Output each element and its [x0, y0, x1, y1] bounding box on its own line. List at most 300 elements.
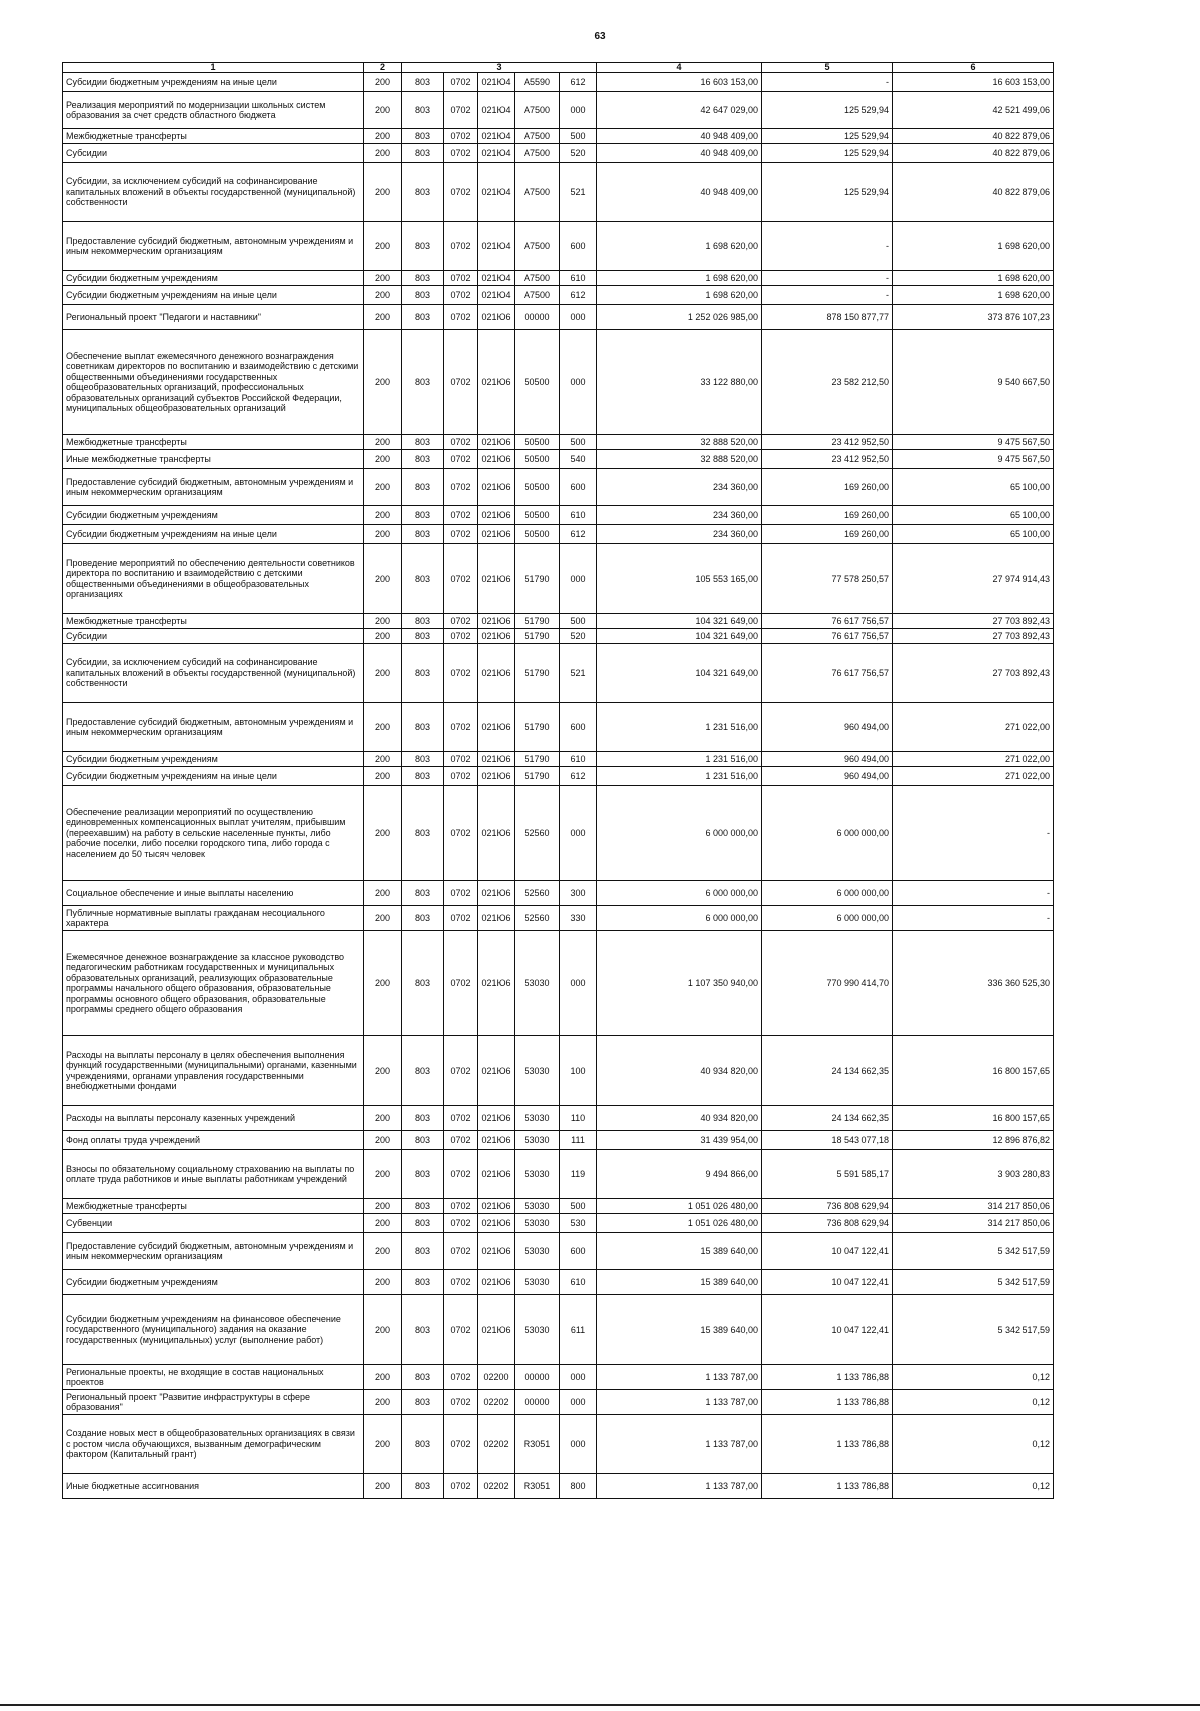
code-admin: 200	[364, 1036, 402, 1106]
code-section: 0702	[444, 786, 478, 881]
code-direction: 00000	[515, 305, 560, 330]
code-admin: 200	[364, 1365, 402, 1390]
table-row	[63, 629, 1054, 644]
code-admin: 200	[364, 305, 402, 330]
code-section: 0702	[444, 1233, 478, 1270]
amount-executed: 960 494,00	[762, 767, 893, 786]
amount-approved: 104 321 649,00	[597, 644, 762, 703]
amount-approved: 40 948 409,00	[597, 163, 762, 222]
amount-approved: 40 948 409,00	[597, 129, 762, 144]
code-admin: 200	[364, 525, 402, 544]
code-direction: 51790	[515, 629, 560, 644]
column-header: 6	[893, 63, 1054, 73]
code-direction: 52560	[515, 906, 560, 931]
table-row	[63, 1106, 1054, 1131]
code-expense-type: 000	[560, 1390, 597, 1415]
code-direction: 53030	[515, 1106, 560, 1131]
row-name: Субсидии бюджетным учреждениям на финансовое обеспечение государственного (муниципального) задания на оказание государственных (муниципальных) услуг (выполнение работ)	[63, 1295, 364, 1365]
row-name: Обеспечение выплат ежемесячного денежного вознаграждения советникам директоров по воспитанию и взаимодействию с детскими общественными объединениями государственных общеобразовательных организаций, профессиональных образовательных организаций субъектов Российской Федерации, муниципальных общеобразовательных организаций	[63, 330, 364, 435]
code-program: 021Ю4	[478, 271, 515, 286]
code-section: 0702	[444, 1474, 478, 1499]
table-row	[63, 144, 1054, 163]
code-department: 803	[402, 1474, 444, 1499]
code-program: 021Ю6	[478, 644, 515, 703]
table-row	[63, 330, 1054, 435]
amount-approved: 1 698 620,00	[597, 286, 762, 305]
amount-remaining: 1 698 620,00	[893, 222, 1054, 271]
code-direction: А7500	[515, 163, 560, 222]
code-direction: 53030	[515, 1036, 560, 1106]
amount-approved: 234 360,00	[597, 469, 762, 506]
code-department: 803	[402, 881, 444, 906]
amount-executed: -	[762, 222, 893, 271]
amount-approved: 32 888 520,00	[597, 450, 762, 469]
code-section: 0702	[444, 73, 478, 92]
amount-approved: 1 133 787,00	[597, 1365, 762, 1390]
row-name: Межбюджетные трансферты	[63, 435, 364, 450]
code-admin: 200	[364, 469, 402, 506]
amount-remaining: 271 022,00	[893, 752, 1054, 767]
code-direction: 00000	[515, 1390, 560, 1415]
table-row	[63, 544, 1054, 614]
code-section: 0702	[444, 1131, 478, 1150]
row-name: Субвенции	[63, 1214, 364, 1233]
amount-executed: 878 150 877,77	[762, 305, 893, 330]
table-row	[63, 129, 1054, 144]
row-name: Субсидии бюджетным учреждениям	[63, 752, 364, 767]
code-expense-type: 330	[560, 906, 597, 931]
code-admin: 200	[364, 163, 402, 222]
table-row	[63, 222, 1054, 271]
amount-remaining: 5 342 517,59	[893, 1270, 1054, 1295]
code-department: 803	[402, 752, 444, 767]
code-direction: 50500	[515, 435, 560, 450]
code-direction: 51790	[515, 614, 560, 629]
amount-remaining: 40 822 879,06	[893, 129, 1054, 144]
code-expense-type: 600	[560, 1233, 597, 1270]
amount-executed: 23 412 952,50	[762, 450, 893, 469]
code-department: 803	[402, 435, 444, 450]
code-section: 0702	[444, 1365, 478, 1390]
budget-table	[62, 62, 1054, 1499]
amount-executed: 125 529,94	[762, 92, 893, 129]
code-direction: 51790	[515, 703, 560, 752]
code-admin: 200	[364, 629, 402, 644]
amount-approved: 105 553 165,00	[597, 544, 762, 614]
code-section: 0702	[444, 752, 478, 767]
code-admin: 200	[364, 1415, 402, 1474]
code-expense-type: 100	[560, 1036, 597, 1106]
code-admin: 200	[364, 644, 402, 703]
amount-remaining: 1 698 620,00	[893, 286, 1054, 305]
code-direction: 53030	[515, 1214, 560, 1233]
amount-approved: 1 133 787,00	[597, 1474, 762, 1499]
amount-approved: 16 603 153,00	[597, 73, 762, 92]
code-department: 803	[402, 786, 444, 881]
code-direction: 51790	[515, 644, 560, 703]
table-row	[63, 286, 1054, 305]
amount-remaining: 27 974 914,43	[893, 544, 1054, 614]
code-admin: 200	[364, 703, 402, 752]
code-expense-type: 520	[560, 144, 597, 163]
column-header: 3	[402, 63, 597, 73]
amount-approved: 33 122 880,00	[597, 330, 762, 435]
code-direction: 52560	[515, 881, 560, 906]
row-name: Иные межбюджетные трансферты	[63, 450, 364, 469]
code-section: 0702	[444, 1214, 478, 1233]
amount-remaining: 0,12	[893, 1415, 1054, 1474]
code-program: 021Ю6	[478, 881, 515, 906]
code-direction: 50500	[515, 330, 560, 435]
code-expense-type: 000	[560, 92, 597, 129]
code-department: 803	[402, 1199, 444, 1214]
code-department: 803	[402, 644, 444, 703]
code-program: 021Ю6	[478, 1106, 515, 1131]
code-section: 0702	[444, 525, 478, 544]
table-row	[63, 525, 1054, 544]
code-section: 0702	[444, 271, 478, 286]
amount-approved: 1 231 516,00	[597, 703, 762, 752]
amount-executed: 1 133 786,88	[762, 1365, 893, 1390]
amount-executed: 6 000 000,00	[762, 881, 893, 906]
amount-remaining: 5 342 517,59	[893, 1295, 1054, 1365]
code-admin: 200	[364, 752, 402, 767]
code-program: 021Ю4	[478, 92, 515, 129]
row-name: Региональные проекты, не входящие в состав национальных проектов	[63, 1365, 364, 1390]
amount-remaining: 0,12	[893, 1365, 1054, 1390]
table-row	[63, 163, 1054, 222]
code-expense-type: 611	[560, 1295, 597, 1365]
code-direction: 52560	[515, 786, 560, 881]
row-name: Расходы на выплаты персоналу в целях обеспечения выполнения функций государственными (муниципальными) органами, казенными учреждениями, органами управления государственными внебюджетными фондами	[63, 1036, 364, 1106]
amount-remaining: 1 698 620,00	[893, 271, 1054, 286]
amount-remaining: 9 475 567,50	[893, 450, 1054, 469]
code-expense-type: 610	[560, 752, 597, 767]
table-row	[63, 752, 1054, 767]
code-section: 0702	[444, 1106, 478, 1131]
row-name: Межбюджетные трансферты	[63, 129, 364, 144]
code-expense-type: 000	[560, 544, 597, 614]
code-expense-type: 000	[560, 330, 597, 435]
table-row	[63, 786, 1054, 881]
amount-approved: 31 439 954,00	[597, 1131, 762, 1150]
code-section: 0702	[444, 305, 478, 330]
code-section: 0702	[444, 330, 478, 435]
amount-approved: 40 948 409,00	[597, 144, 762, 163]
code-program: 021Ю6	[478, 703, 515, 752]
code-section: 0702	[444, 92, 478, 129]
row-name: Социальное обеспечение и иные выплаты населению	[63, 881, 364, 906]
code-expense-type: 000	[560, 1365, 597, 1390]
table-row	[63, 506, 1054, 525]
amount-executed: 24 134 662,35	[762, 1106, 893, 1131]
code-admin: 200	[364, 506, 402, 525]
code-program: 021Ю6	[478, 1199, 515, 1214]
code-admin: 200	[364, 767, 402, 786]
row-name: Межбюджетные трансферты	[63, 614, 364, 629]
amount-executed: 125 529,94	[762, 144, 893, 163]
table-row	[63, 1270, 1054, 1295]
code-department: 803	[402, 931, 444, 1036]
code-program: 021Ю6	[478, 469, 515, 506]
amount-executed: 6 000 000,00	[762, 906, 893, 931]
row-name: Субсидии, за исключением субсидий на софинансирование капитальных вложений в объекты государственной (муниципальной) собственности	[63, 644, 364, 703]
code-program: 021Ю6	[478, 506, 515, 525]
table-row	[63, 435, 1054, 450]
code-department: 803	[402, 92, 444, 129]
code-direction: 53030	[515, 1150, 560, 1199]
code-direction: 50500	[515, 469, 560, 506]
amount-executed: 770 990 414,70	[762, 931, 893, 1036]
code-section: 0702	[444, 469, 478, 506]
code-expense-type: 500	[560, 1199, 597, 1214]
table-row	[63, 469, 1054, 506]
amount-remaining: 65 100,00	[893, 469, 1054, 506]
code-program: 02202	[478, 1390, 515, 1415]
amount-approved: 1 252 026 985,00	[597, 305, 762, 330]
code-program: 021Ю6	[478, 1036, 515, 1106]
code-department: 803	[402, 525, 444, 544]
code-program: 021Ю6	[478, 906, 515, 931]
code-expense-type: 111	[560, 1131, 597, 1150]
amount-remaining: 314 217 850,06	[893, 1214, 1054, 1233]
amount-approved: 6 000 000,00	[597, 906, 762, 931]
amount-remaining: 27 703 892,43	[893, 629, 1054, 644]
amount-remaining: 65 100,00	[893, 525, 1054, 544]
table-row	[63, 1415, 1054, 1474]
code-program: 021Ю6	[478, 1150, 515, 1199]
row-name: Субсидии, за исключением субсидий на софинансирование капитальных вложений в объекты государственной (муниципальной) собственности	[63, 163, 364, 222]
code-department: 803	[402, 450, 444, 469]
code-direction: 53030	[515, 1233, 560, 1270]
code-expense-type: 612	[560, 73, 597, 92]
code-expense-type: 610	[560, 506, 597, 525]
amount-approved: 1 051 026 480,00	[597, 1214, 762, 1233]
code-direction: 51790	[515, 767, 560, 786]
amount-approved: 40 934 820,00	[597, 1036, 762, 1106]
code-department: 803	[402, 1214, 444, 1233]
amount-remaining: 271 022,00	[893, 703, 1054, 752]
amount-approved: 9 494 866,00	[597, 1150, 762, 1199]
table-row	[63, 931, 1054, 1036]
amount-remaining: 336 360 525,30	[893, 931, 1054, 1036]
code-expense-type: 800	[560, 1474, 597, 1499]
row-name: Предоставление субсидий бюджетным, автономным учреждениям и иным некоммерческим организациям	[63, 703, 364, 752]
code-section: 0702	[444, 1295, 478, 1365]
code-section: 0702	[444, 906, 478, 931]
amount-approved: 1 231 516,00	[597, 767, 762, 786]
code-direction: 51790	[515, 752, 560, 767]
table-row	[63, 1199, 1054, 1214]
code-section: 0702	[444, 286, 478, 305]
code-department: 803	[402, 614, 444, 629]
table-row	[63, 1214, 1054, 1233]
code-direction: А5590	[515, 73, 560, 92]
amount-remaining: 16 603 153,00	[893, 73, 1054, 92]
amount-approved: 15 389 640,00	[597, 1270, 762, 1295]
column-number-row	[63, 63, 1054, 73]
code-department: 803	[402, 629, 444, 644]
code-section: 0702	[444, 703, 478, 752]
code-department: 803	[402, 1390, 444, 1415]
code-program: 021Ю6	[478, 629, 515, 644]
code-department: 803	[402, 469, 444, 506]
code-department: 803	[402, 286, 444, 305]
code-department: 803	[402, 73, 444, 92]
code-admin: 200	[364, 435, 402, 450]
code-program: 021Ю6	[478, 544, 515, 614]
row-name: Реализация мероприятий по модернизации школьных систем образования за счет средств областного бюджета	[63, 92, 364, 129]
code-section: 0702	[444, 1415, 478, 1474]
row-name: Иные бюджетные ассигнования	[63, 1474, 364, 1499]
code-expense-type: 000	[560, 1415, 597, 1474]
code-section: 0702	[444, 450, 478, 469]
amount-remaining: 0,12	[893, 1390, 1054, 1415]
code-direction: 53030	[515, 1295, 560, 1365]
code-section: 0702	[444, 1150, 478, 1199]
amount-executed: 6 000 000,00	[762, 786, 893, 881]
code-section: 0702	[444, 144, 478, 163]
amount-executed: 169 260,00	[762, 506, 893, 525]
table-row	[63, 1150, 1054, 1199]
table-row	[63, 703, 1054, 752]
code-section: 0702	[444, 222, 478, 271]
code-program: 021Ю6	[478, 450, 515, 469]
amount-remaining: 0,12	[893, 1474, 1054, 1499]
code-admin: 200	[364, 1214, 402, 1233]
amount-remaining: 271 022,00	[893, 767, 1054, 786]
amount-executed: 18 543 077,18	[762, 1131, 893, 1150]
row-name: Предоставление субсидий бюджетным, автономным учреждениям и иным некоммерческим организациям	[63, 222, 364, 271]
code-admin: 200	[364, 222, 402, 271]
code-program: 021Ю4	[478, 286, 515, 305]
code-department: 803	[402, 1150, 444, 1199]
code-department: 803	[402, 144, 444, 163]
code-expense-type: 600	[560, 703, 597, 752]
code-section: 0702	[444, 767, 478, 786]
code-department: 803	[402, 1415, 444, 1474]
code-program: 02200	[478, 1365, 515, 1390]
amount-executed: 736 808 629,94	[762, 1214, 893, 1233]
amount-approved: 6 000 000,00	[597, 786, 762, 881]
code-admin: 200	[364, 286, 402, 305]
row-name: Региональный проект "Педагоги и наставники"	[63, 305, 364, 330]
code-program: 021Ю6	[478, 786, 515, 881]
table-row	[63, 73, 1054, 92]
page-bottom-rule	[0, 1704, 1200, 1706]
code-admin: 200	[364, 1270, 402, 1295]
row-name: Взносы по обязательному социальному страхованию на выплаты по оплате труда работников и иные выплаты работникам учреждений	[63, 1150, 364, 1199]
row-name: Создание новых мест в общеобразовательных организациях в связи с ростом числа обучающихся, вызванным демографическим фактором (Капитальный грант)	[63, 1415, 364, 1474]
table-row	[63, 1474, 1054, 1499]
code-admin: 200	[364, 544, 402, 614]
code-section: 0702	[444, 1036, 478, 1106]
row-name: Расходы на выплаты персоналу казенных учреждений	[63, 1106, 364, 1131]
code-expense-type: 300	[560, 881, 597, 906]
row-name: Обеспечение реализации мероприятий по осуществлению единовременных компенсационных выплат учителям, прибывшим (переехавшим) на работу в сельские населенные пункты, либо рабочие поселки, либо поселки городского типа, либо города с населением до 50 тысяч человек	[63, 786, 364, 881]
table-row	[63, 1390, 1054, 1415]
amount-executed: 125 529,94	[762, 163, 893, 222]
code-section: 0702	[444, 629, 478, 644]
code-department: 803	[402, 271, 444, 286]
amount-executed: 736 808 629,94	[762, 1199, 893, 1214]
row-name: Субсидии бюджетным учреждениям на иные цели	[63, 525, 364, 544]
amount-remaining: 40 822 879,06	[893, 163, 1054, 222]
code-admin: 200	[364, 450, 402, 469]
code-expense-type: 000	[560, 931, 597, 1036]
amount-executed: 169 260,00	[762, 525, 893, 544]
amount-remaining: -	[893, 906, 1054, 931]
code-admin: 200	[364, 271, 402, 286]
code-expense-type: 600	[560, 222, 597, 271]
code-expense-type: 500	[560, 614, 597, 629]
code-department: 803	[402, 330, 444, 435]
amount-executed: 76 617 756,57	[762, 629, 893, 644]
row-name: Субсидии	[63, 629, 364, 644]
table-row	[63, 92, 1054, 129]
amount-approved: 1 051 026 480,00	[597, 1199, 762, 1214]
amount-remaining: 12 896 876,82	[893, 1131, 1054, 1150]
code-admin: 200	[364, 1199, 402, 1214]
row-name: Предоставление субсидий бюджетным, автономным учреждениям и иным некоммерческим организациям	[63, 469, 364, 506]
code-program: 02202	[478, 1474, 515, 1499]
code-program: 021Ю4	[478, 222, 515, 271]
code-admin: 200	[364, 92, 402, 129]
table-body	[63, 73, 1054, 1499]
code-expense-type: 500	[560, 435, 597, 450]
code-direction: А7500	[515, 144, 560, 163]
code-program: 021Ю6	[478, 1233, 515, 1270]
code-expense-type: 612	[560, 525, 597, 544]
amount-executed: 77 578 250,57	[762, 544, 893, 614]
amount-approved: 1 698 620,00	[597, 222, 762, 271]
amount-executed: -	[762, 73, 893, 92]
amount-approved: 234 360,00	[597, 506, 762, 525]
amount-remaining: 3 903 280,83	[893, 1150, 1054, 1199]
code-direction: 53030	[515, 1131, 560, 1150]
code-section: 0702	[444, 163, 478, 222]
amount-remaining: 5 342 517,59	[893, 1233, 1054, 1270]
code-department: 803	[402, 1233, 444, 1270]
amount-approved: 40 934 820,00	[597, 1106, 762, 1131]
code-section: 0702	[444, 931, 478, 1036]
code-direction: 53030	[515, 931, 560, 1036]
code-program: 021Ю6	[478, 330, 515, 435]
code-admin: 200	[364, 1106, 402, 1131]
row-name: Межбюджетные трансферты	[63, 1199, 364, 1214]
code-admin: 200	[364, 614, 402, 629]
table-row	[63, 450, 1054, 469]
code-section: 0702	[444, 1199, 478, 1214]
page-number: 63	[594, 31, 606, 42]
amount-executed: 10 047 122,41	[762, 1295, 893, 1365]
table-row	[63, 1295, 1054, 1365]
row-name: Субсидии бюджетным учреждениям	[63, 271, 364, 286]
code-department: 803	[402, 1295, 444, 1365]
code-department: 803	[402, 544, 444, 614]
amount-executed: 10 047 122,41	[762, 1233, 893, 1270]
code-department: 803	[402, 506, 444, 525]
code-expense-type: 610	[560, 271, 597, 286]
table-row	[63, 271, 1054, 286]
code-direction: 50500	[515, 450, 560, 469]
code-admin: 200	[364, 881, 402, 906]
code-program: 021Ю6	[478, 1131, 515, 1150]
amount-approved: 1 698 620,00	[597, 271, 762, 286]
code-section: 0702	[444, 129, 478, 144]
table-row	[63, 767, 1054, 786]
code-expense-type: 612	[560, 767, 597, 786]
